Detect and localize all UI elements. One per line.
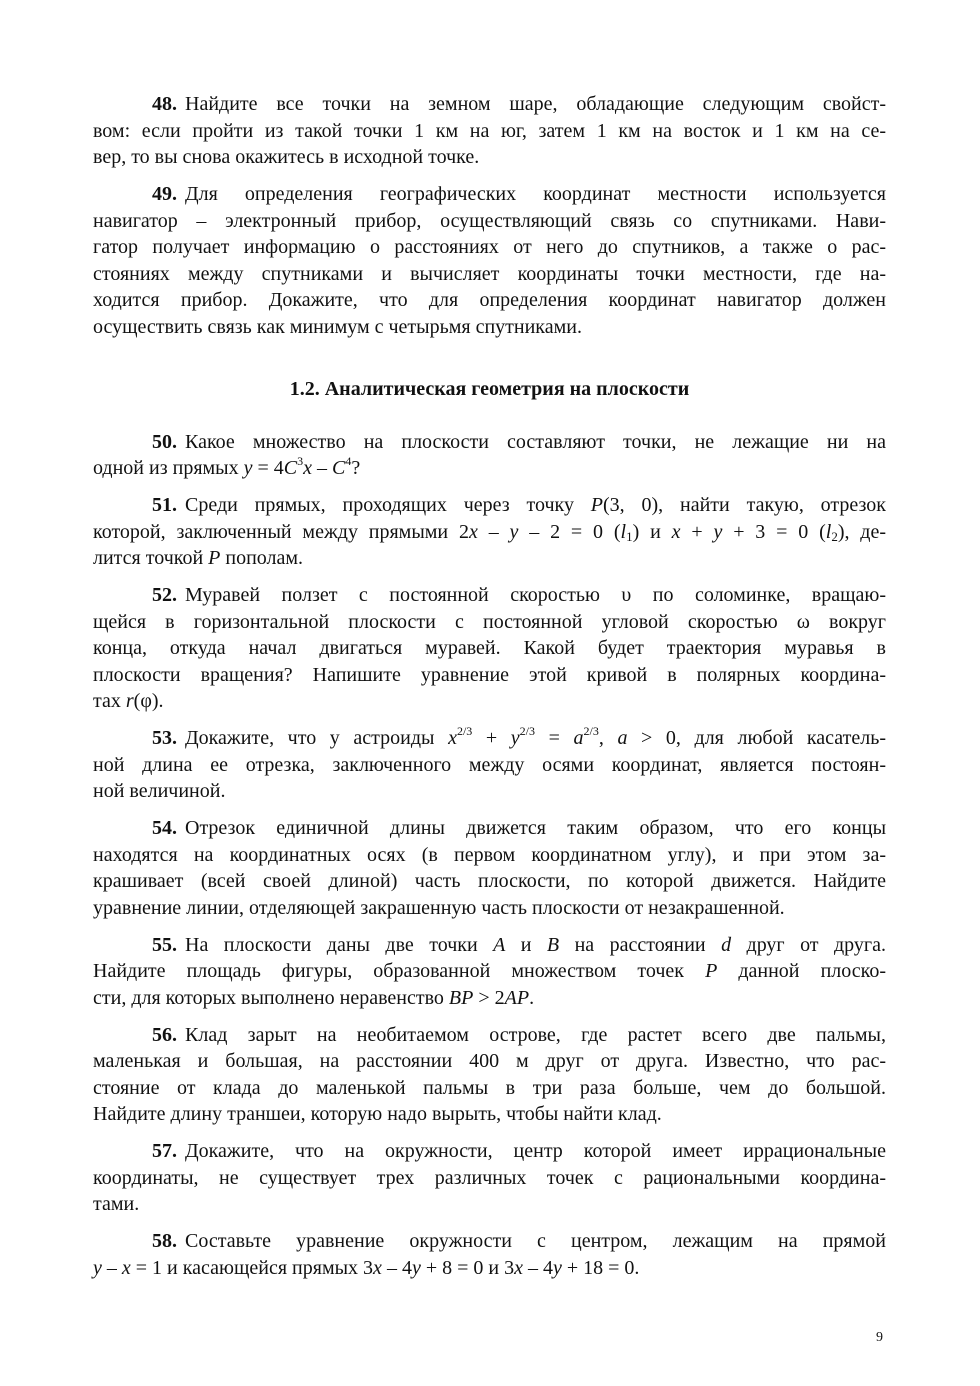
text-line: 49. Для определения географических координат местности используется [152,183,886,205]
math-variable: a [617,727,628,749]
problem-number: 55. [152,933,177,956]
superscript: 2/3 [519,724,536,738]
problem-48 [93,91,886,171]
text-line: навигатор – электронный прибор, осуществляющий связь со спутниками. Нави- [93,209,886,232]
text-line: ной величиной. [93,780,226,802]
math-variable: C [283,457,298,479]
math-variable: a [573,727,584,749]
text-line: конца, откуда начал двигаться муравей. Какой будет траектория муравья в [93,637,886,659]
math-variable: y [411,1256,421,1279]
text-line: Найдите длину траншеи, которую надо вырыть, чтобы найти клад. [93,1103,662,1125]
text-line: тах r(φ). [93,690,164,712]
text-line: координаты, не существует трех различных точек с рациональными координа- [93,1166,886,1189]
math-variable: y [552,1256,562,1279]
text-line: тами. [93,1193,140,1215]
math-variable: P [208,547,221,569]
text-line: плоскости вращения? Напишите уравнение этой кривой в полярных координа- [93,663,886,686]
math-variable: A [493,933,506,956]
math-variable: y [713,520,723,543]
problem-55 [93,932,886,1012]
document-page [93,91,886,1281]
math-variable: x [448,727,457,749]
problem-number: 51. [152,494,177,516]
problem-number: 58. [152,1230,177,1252]
math-variable: BP [448,986,474,1009]
text-line: стояниях между спутниками и вычисляет координаты точки местности, где на- [93,262,886,285]
text-line: 50. Какое множество на плоскости составляют точки, не лежащие ни на [152,430,886,453]
problem-54 [93,815,886,921]
text-line: крашивает (всей своей длиной) часть плоскости, по которой движется. Найдите [93,870,886,892]
text-line: лится точкой P пополам. [93,547,304,569]
problem-52 [93,582,886,715]
math-variable: C [332,457,346,479]
problem-53 [93,725,886,805]
problem-56 [93,1022,886,1128]
problems-list-after [93,429,886,1282]
text-line: вом: если пройти из такой точки 1 км на юг, затем 1 км на восток и 1 км на се- [93,119,886,142]
text-line: 54. Отрезок единичной длины движется таким образом, что его концы [152,817,886,839]
text-line: одной из прямых $y = 4C^3x - C^4$? [93,454,361,479]
math-variable: l [825,520,832,543]
text-line: щейся в горизонтальной плоскости с постоянной угловой скоростью ω вокруг [93,610,886,633]
problem-57 [93,1138,886,1218]
text-line: ной длина ее отрезка, заключенного между осями координат, является постоян- [93,753,886,776]
text-line: которой, заключенный между прямыми 2x – y – 2 = 0 $(l_1)$ и x + y + 3 = 0 $(l_2)$, де- [93,520,887,544]
text-line: 53. Докажите, что у астроиды $x^{2/3} + y^{2/3} = a^{2/3}$, a > 0, для любой касатель- [152,724,887,749]
math-variable: x [468,520,478,543]
math-variable: x [514,1256,523,1279]
text-line: гатор получает информацию о расстояниях от него до спутников, а также о рас- [93,236,886,258]
text-line: стояние от клада до маленькой пальмы в три раза больше, чем до большой. [93,1076,886,1099]
text-line: 57. Докажите, что на окружности, центр которой имеет иррациональные [152,1140,886,1162]
math-variable: P [705,960,718,982]
math-variable: y [509,520,519,543]
subscript: 2 [831,528,838,544]
section-heading: 1.2. Аналитическая геометрия на плоскости [289,378,690,400]
superscript: 4 [345,454,352,468]
text-line: Найдите площадь фигуры, образованной множеством точек P данной плоско- [93,960,886,982]
problem-number: 49. [152,183,177,205]
math-variable: P [590,494,604,516]
problem-number: 56. [152,1023,177,1046]
math-variable: y [510,727,520,749]
problem-number: 54. [152,817,177,839]
math-variable: AP [504,986,530,1009]
text-line: 55. На плоскости даны две точки A и B на расстоянии d друг от друга. [152,933,886,956]
superscript: 2/3 [456,724,473,738]
text-line: 58. Составьте уравнение окружности с центром, лежащим на прямой [152,1230,886,1252]
problems-list-before [93,91,886,340]
problem-number: 53. [152,727,177,749]
math-variable: d [721,933,732,956]
problem-51 [93,492,886,572]
text-line: y – x = 1 и касающейся прямых 3x – 4y + 8 = 0 и 3x – 4y + 18 = 0. [93,1256,640,1279]
problem-number: 50. [152,430,177,453]
text-line: 52. Муравей ползет с постоянной скоростью υ по соломинке, вращаю- [152,584,886,606]
problem-49 [93,181,886,340]
text-line: ходится прибор. Докажите, что для определения координат навигатор должен [93,289,886,311]
math-variable: B [546,933,560,956]
math-variable: x [303,457,313,479]
problem-number: 57. [152,1140,177,1162]
problem-58 [93,1228,886,1281]
superscript: 2/3 [583,724,599,738]
problem-number: 48. [152,93,177,115]
text-line: вер, то вы снова окажитесь в исходной точке. [93,146,480,168]
problem-50 [93,429,886,482]
math-variable: x [121,1256,131,1279]
text-line: находятся на координатных осях (в первом координатном углу), и при этом за- [93,843,886,866]
text-line: 48. Найдите все точки на земном шаре, обладающие следующим свойст- [152,93,886,115]
subscript: 1 [626,528,633,544]
math-variable: y [93,1256,102,1279]
page-number: 9 [876,1330,883,1345]
math-variable: x [373,1256,382,1279]
math-variable: l [620,520,627,543]
text-line: 51. Среди прямых, проходящих через точку P(3, 0), найти такую, отрезок [152,494,887,516]
math-variable: x [671,520,681,543]
problem-number: 52. [152,584,177,606]
math-variable: y [243,457,253,479]
text-line: осуществить связь как минимум с четырьмя спутниками. [93,315,582,338]
math-variable: r [125,690,134,712]
text-line: маленькая и большая, на расстоянии 400 м друг от друга. Известно, что рас- [93,1050,886,1072]
superscript: 3 [297,454,304,468]
text-line: 56. Клад зарыт на необитаемом острове, где растет всего две пальмы, [152,1023,886,1046]
text-line: уравнение линии, отделяющей закрашенную часть плоскости от незакрашенной. [93,896,785,919]
text-line: сти, для которых выполнено неравенство BP > 2AP. [93,986,535,1009]
